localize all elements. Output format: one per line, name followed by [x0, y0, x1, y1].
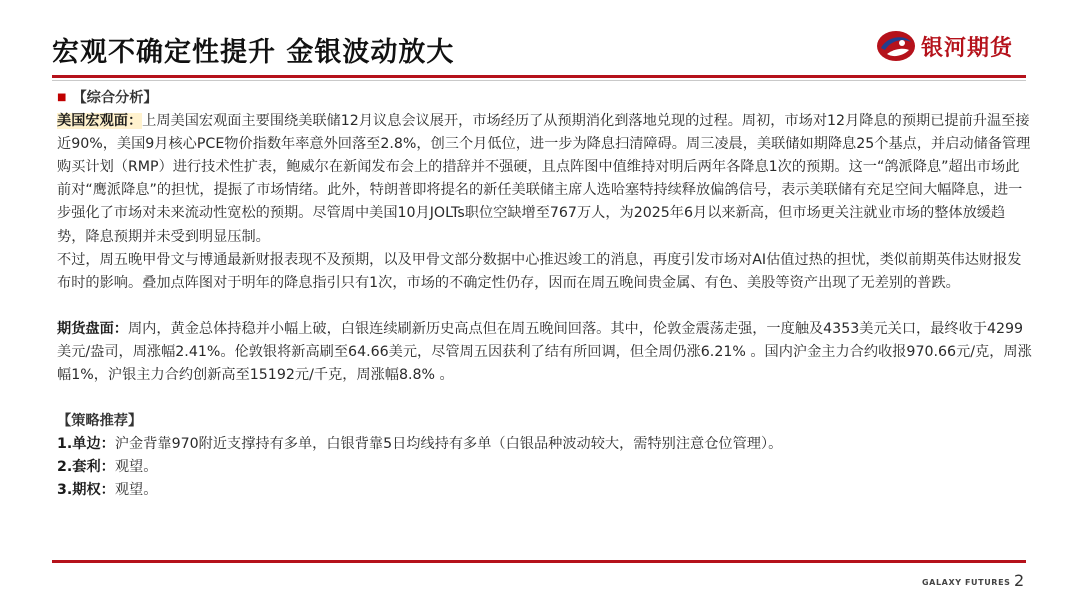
strategy-item-label: 3.期权： — [57, 482, 115, 499]
footer-brand: GALAXY FUTURES — [922, 578, 1011, 587]
strategy-item-text: 观望。 — [114, 459, 158, 476]
galaxy-logo-icon — [875, 28, 917, 64]
brand-name: 银河期货 — [921, 35, 1014, 61]
company-logo — [875, 28, 1013, 64]
macro-paragraph — [57, 110, 1032, 249]
strategy-heading: 【策略推荐】 — [57, 413, 143, 430]
header-divider — [52, 75, 1026, 78]
square-bullet-icon: ■ — [57, 92, 67, 103]
strategy-item-label: 1.单边： — [57, 436, 115, 453]
page-title: 宏观不确定性提升 金银波动放大 — [52, 37, 455, 68]
macro-label: 美国宏观面： — [57, 113, 143, 130]
futures-paragraph — [57, 318, 1032, 387]
macro-text: 上周美国宏观面主要围绕美联储12月议息会议展开，市场经历了从预期消化到落地兑现的过程。周初，市场对12月降息的预期已提前升温至接近90%，美国9月核心PCE物价指数年率意外回落至2.8%，创三个月低位，进一步为降息扫清障碍。周三凌晨，美联储如期降息25个基点，并启动储备管理购买计划（RMP）进行技术性扩表，鲍威尔在新闻发布会上的措辞并不强硬，且点阵图中值维持对明后两年各降息1次的预期。这一“鸽派降息”超出市场此前对“鹰派降息”的担忧，提振了市场情绪。此外，特朗普即将提名的新任美联储主席人选哈塞特持续释放偏鸽信号，表示美联储有充足空间大幅降息，进一步强化了市场对未来流动性宽松的预期。尽管周中美国10月JOLTs职位空缺增至767万人，为2025年6月以来新高，但市场更关注就业市场的整体放缓趋势，降息预期并未受到明显压制。 — [57, 113, 1031, 245]
spacer — [57, 295, 1032, 318]
futures-label: 期货盘面： — [57, 320, 128, 337]
analysis-heading — [57, 86, 1032, 110]
macro-paragraph-2: 不过，周五晚甲骨文与博通最新财报表现不及预期，以及甲骨文部分数据中心推迟竣工的消息，再度引发市场对AI估值过热的担忧，类似前期英伟达财报发布时的影响。叠加点阵图对于明年的降息指引只有1次，市场的不确定性仍存，因而在周五晚间贵金属、有色、美股等资产出现了无差别的普跌。 — [57, 251, 1022, 291]
strategy-item — [57, 456, 1032, 479]
strategy-item-label: 2.套利： — [57, 459, 115, 476]
strategy-item-text: 沪金背靠970附近支撑持有多单，白银背靠5日均线持有多单（白银品种波动较大，需特别注意仓位管理）。 — [114, 436, 783, 453]
page-number: 2 — [1014, 571, 1025, 590]
footer-divider — [52, 560, 1026, 563]
strategy-item — [57, 433, 1032, 456]
header-divider-thin — [52, 80, 1026, 81]
analysis-label: 【综合分析】 — [72, 90, 158, 106]
strategy-item — [57, 479, 1032, 502]
spacer — [57, 387, 1032, 410]
strategy-item-text: 观望。 — [114, 482, 158, 499]
futures-text: 周内，黄金总体持稳并小幅上破，白银连续刷新历史高点但在周五晚间回落。其中，伦敦金震荡走强，一度触及4353美元关口，最终收于4299美元/盎司，周涨幅2.41%。伦敦银将新高刷至64.66美元，尽管周五因获利了结有所回调，但全周仍涨6.21% 。国内沪金主力合约收报970.66元/克，周涨幅1%，沪银主力合约创新高至15192元/千克，周涨幅8.8% 。 — [57, 320, 1032, 384]
main-content — [57, 86, 1032, 503]
